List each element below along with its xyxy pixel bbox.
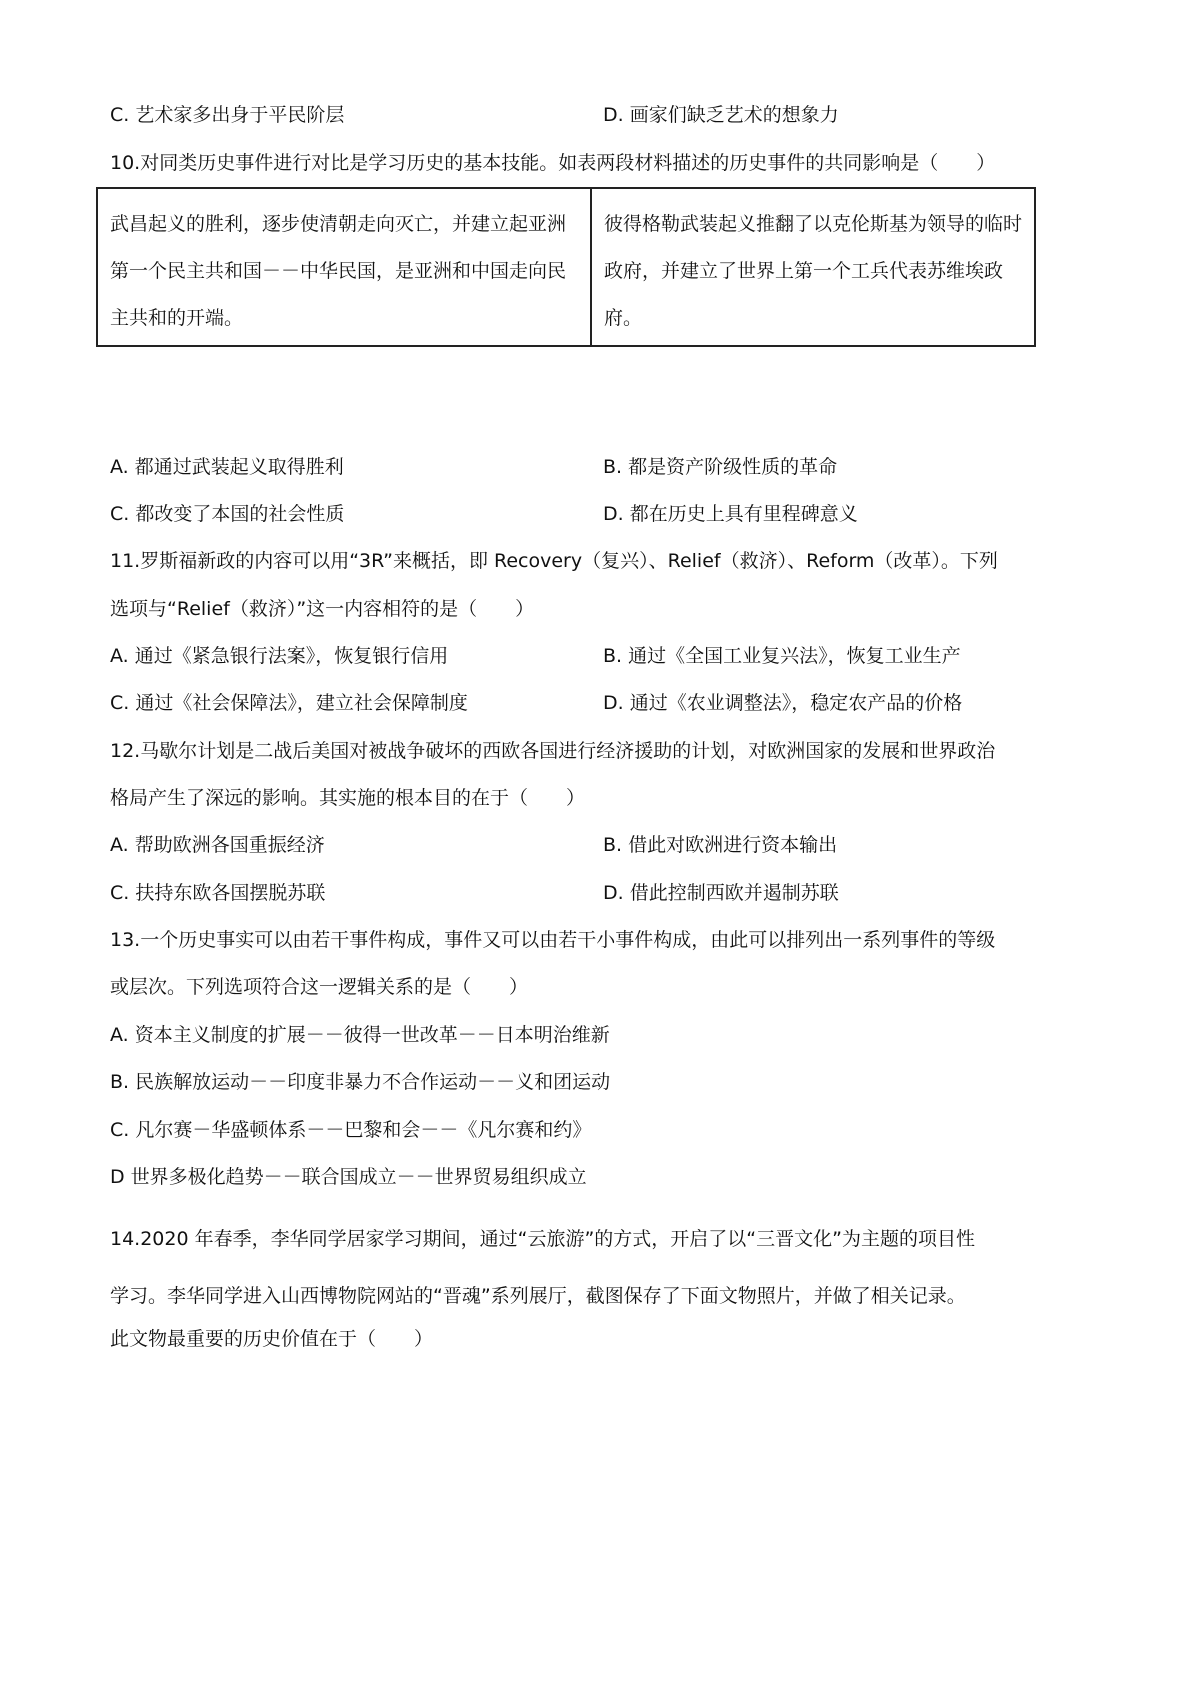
q10-comparison-table xyxy=(96,187,1036,347)
q14-stem-line-1: 14.2020 年春季，李华同学居家学习期间，通过“云旅游”的方式，开启了以“三晋文化”为主题的项目性 xyxy=(110,1228,975,1250)
q12-stem-line-1: 12.马歇尔计划是二战后美国对被战争破坏的西欧各国进行经济援助的计划，对欧洲国家的发展和世界政治 xyxy=(110,740,996,762)
q11-stem-line-1: 11.罗斯福新政的内容可以用“3R”来概括，即 Recovery（复兴）、Relief（救济）、Reform（改革）。下列 xyxy=(110,550,998,572)
q12-option-b[interactable]: B. 借此对欧洲进行资本输出 xyxy=(603,834,838,856)
q12-option-a[interactable]: A. 帮助欧洲各国重振经济 xyxy=(110,834,325,856)
q12-option-c[interactable]: C. 扶持东欧各国摆脱苏联 xyxy=(110,882,326,904)
q12-option-d[interactable]: D. 借此控制西欧并遏制苏联 xyxy=(603,882,839,904)
q13-option-a[interactable]: A. 资本主义制度的扩展－－彼得一世改革－－日本明治维新 xyxy=(110,1024,610,1046)
q12-stem-line-2: 格局产生了深远的影响。其实施的根本目的在于（ ） xyxy=(110,787,586,809)
q10-option-b[interactable]: B. 都是资产阶级性质的革命 xyxy=(603,456,838,478)
q11-stem-line-2: 选项与“Relief（救济）”这一内容相符的是（ ） xyxy=(110,598,535,620)
q11-option-b[interactable]: B. 通过《全国工业复兴法》，恢复工业生产 xyxy=(603,645,961,667)
q9-option-d[interactable]: D. 画家们缺乏艺术的想象力 xyxy=(603,104,839,126)
q13-option-d[interactable]: D 世界多极化趋势－－联合国成立－－世界贸易组织成立 xyxy=(110,1166,587,1188)
q10-table-right-cell: 彼得格勒武装起义推翻了以克伦斯基为领导的临时政府，并建立了世界上第一个工兵代表苏维埃政府。 xyxy=(591,188,1035,346)
q11-option-a[interactable]: A. 通过《紧急银行法案》，恢复银行信用 xyxy=(110,645,449,667)
q11-option-d[interactable]: D. 通过《农业调整法》，稳定农产品的价格 xyxy=(603,692,963,714)
q11-option-c[interactable]: C. 通过《社会保障法》，建立社会保障制度 xyxy=(110,692,468,714)
q10-stem: 10.对同类历史事件进行对比是学习历史的基本技能。如表两段材料描述的历史事件的共同影响是（ ） xyxy=(110,152,996,174)
q14-stem-line-3: 此文物最重要的历史价值在于（ ） xyxy=(110,1328,434,1350)
q14-stem-line-2: 学习。李华同学进入山西博物院网站的“晋魂”系列展厅，截图保存了下面文物照片，并做了相关记录。 xyxy=(110,1285,966,1307)
q13-option-c[interactable]: C. 凡尔赛－华盛顿体系－－巴黎和会－－《凡尔赛和约》 xyxy=(110,1119,592,1141)
q13-stem-line-2: 或层次。下列选项符合这一逻辑关系的是（ ） xyxy=(110,976,529,998)
q10-option-c[interactable]: C. 都改变了本国的社会性质 xyxy=(110,503,345,525)
q13-stem-line-1: 13.一个历史事实可以由若干事件构成，事件又可以由若干小事件构成，由此可以排列出一系列事件的等级 xyxy=(110,929,996,951)
q10-table-left-cell: 武昌起义的胜利，逐步使清朝走向灭亡，并建立起亚洲第一个民主共和国－－中华民国，是亚洲和中国走向民主共和的开端。 xyxy=(97,188,591,346)
q9-option-c[interactable]: C. 艺术家多出身于平民阶层 xyxy=(110,104,345,126)
q10-option-a[interactable]: A. 都通过武装起义取得胜利 xyxy=(110,456,344,478)
q10-option-d[interactable]: D. 都在历史上具有里程碑意义 xyxy=(603,503,858,525)
q13-option-b[interactable]: B. 民族解放运动－－印度非暴力不合作运动－－义和团运动 xyxy=(110,1071,611,1093)
